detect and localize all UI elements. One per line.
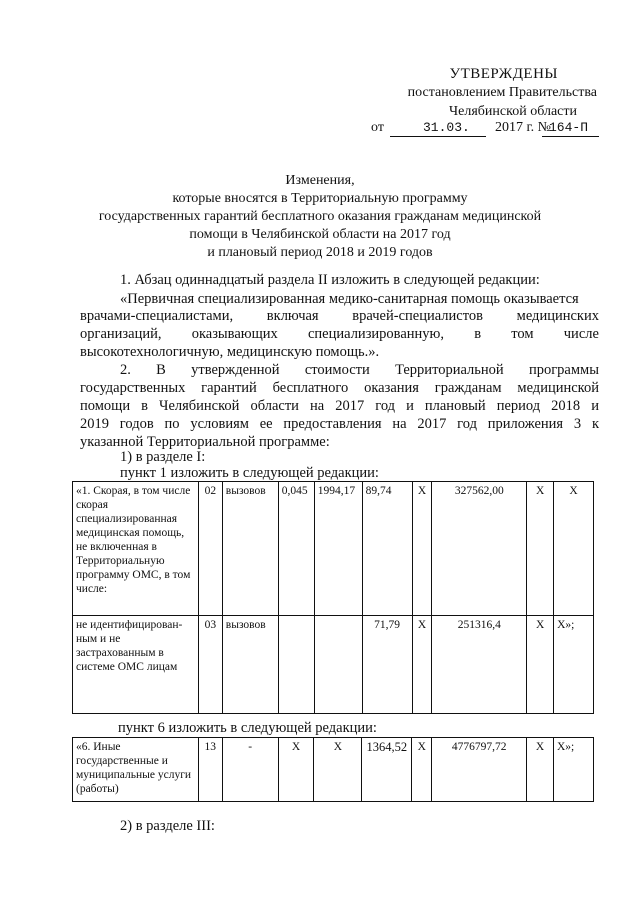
heading-line-2: которые вносятся в Территориальную программу <box>172 191 468 206</box>
date-underline <box>390 136 486 137</box>
word: в <box>141 398 148 414</box>
approval-line-3: Челябинской области <box>449 104 577 119</box>
heading-line-1: Изменения, <box>285 173 355 188</box>
x-cell: X <box>527 616 554 714</box>
x-cell: X <box>527 482 554 616</box>
approval-date-line <box>371 120 601 140</box>
word: 2019 <box>80 416 109 432</box>
word: специализированную, <box>307 326 444 342</box>
word: области <box>250 398 299 414</box>
word: предоставления <box>283 416 382 432</box>
word: условиям <box>190 416 249 432</box>
word: год <box>375 398 396 414</box>
quote-line-4: высокотехнологичную, медицинскую помощь.». <box>80 344 380 360</box>
item-6-heading: пункт 6 изложить в следующей редакции: <box>118 720 377 736</box>
heading-line-4: помощи в Челябинской области на 2017 год <box>189 227 451 242</box>
word: врачей-специалистов <box>352 308 483 324</box>
word: помощи <box>80 398 131 414</box>
word: медицинской <box>517 380 599 396</box>
word: годов <box>119 416 154 432</box>
word: на <box>309 398 325 414</box>
cost-cell <box>314 616 362 714</box>
section-3-heading: 2) в разделе III: <box>120 818 215 834</box>
word: включая <box>266 308 319 324</box>
word: приложения <box>487 416 564 432</box>
approval-year: 2017 г. № <box>495 120 552 135</box>
word: оказывающих <box>191 326 278 342</box>
word: Челябинской <box>159 398 240 414</box>
quote-line-1: «Первичная специализированная медико-санитарная помощь оказывается <box>120 291 579 307</box>
approval-title: УТВЕРЖДЕНЫ <box>449 66 558 82</box>
paragraph-2-line-1 <box>120 362 599 379</box>
word: и <box>591 398 599 414</box>
word: 2017 <box>417 416 447 432</box>
section-1-heading: 1) в разделе I: <box>120 449 206 465</box>
item-1-heading: пункт 1 изложить в следующей редакции: <box>120 465 379 481</box>
total-cell: 4776797,72 <box>432 738 527 802</box>
table-row <box>73 482 594 616</box>
word: государственных <box>80 380 186 396</box>
word: год <box>457 416 477 432</box>
table-item-1 <box>72 481 594 714</box>
quote-line-3 <box>80 326 599 343</box>
paragraph-2-line-5: указанной Территориальной программе: <box>80 434 330 450</box>
code-cell: 02 <box>198 482 222 616</box>
code-cell: 03 <box>198 616 222 714</box>
word: по <box>164 416 180 432</box>
word: стоимости <box>304 362 370 378</box>
word: В <box>156 362 166 378</box>
word: 2017 <box>335 398 365 414</box>
x-cell: X»; <box>554 738 594 802</box>
word: оказания <box>364 380 419 396</box>
x-cell: X»; <box>554 616 594 714</box>
table-item-6 <box>72 737 594 802</box>
x-cell: X <box>554 482 594 616</box>
paragraph-1: 1. Абзац одиннадцатый раздела II изложить в следующей редакции: <box>120 272 540 288</box>
word: том <box>511 326 534 342</box>
word: утвержденной <box>191 362 280 378</box>
x-cell: X <box>412 616 432 714</box>
paragraph-2-line-2 <box>80 380 599 397</box>
x-cell: X <box>412 738 432 802</box>
word: числе <box>563 326 599 342</box>
service-name-cell: «1. Скорая, в том числе скорая специализированная медицинская помощь, не включенная в Территориальную программу ОМС, в том числе: <box>73 482 199 616</box>
word: в <box>474 326 482 342</box>
code-cell: 13 <box>198 738 222 802</box>
service-name-cell: «6. Иные государственные и муниципальные услуги (работы) <box>73 738 199 802</box>
approval-date: 31.03. <box>423 120 470 135</box>
word: 3 <box>573 416 582 432</box>
norm-cell: X <box>278 738 314 802</box>
x-cell: X <box>412 482 432 616</box>
word: 2018 <box>551 398 581 414</box>
word: 2. <box>120 362 131 378</box>
unit-cell: вызовов <box>222 482 278 616</box>
word: врачами-специалистами, <box>80 308 234 324</box>
per-capita-cell: 1364,52 <box>362 738 412 802</box>
word: и <box>406 398 414 414</box>
word: гарантий <box>201 380 257 396</box>
norm-cell <box>278 616 314 714</box>
word: на <box>392 416 407 432</box>
per-capita-cell: 71,79 <box>362 616 412 714</box>
cost-cell: 1994,17 <box>314 482 362 616</box>
word: период <box>496 398 541 414</box>
approval-number: 164-П <box>549 120 589 135</box>
quote-line-2 <box>80 308 599 325</box>
heading-line-3: государственных гарантий бесплатного оказания гражданам медицинской <box>98 209 542 224</box>
x-cell: X <box>527 738 554 802</box>
word: Территориальной <box>395 362 504 378</box>
word: организаций, <box>80 326 162 342</box>
word: гражданам <box>434 380 502 396</box>
table-row <box>73 616 594 714</box>
approval-prefix: от <box>371 120 384 135</box>
word: ее <box>259 416 273 432</box>
service-name-cell: не идентифицирован-ным и не застрахованным в системе ОМС лицам <box>73 616 199 714</box>
total-cell: 327562,00 <box>432 482 527 616</box>
word: плановый <box>424 398 486 414</box>
approval-line-2: постановлением Правительства <box>407 85 597 100</box>
word: к <box>591 416 599 432</box>
norm-cell: 0,045 <box>278 482 314 616</box>
per-capita-cell: 89,74 <box>362 482 412 616</box>
table-row <box>73 738 594 802</box>
paragraph-2-line-3 <box>80 398 599 415</box>
word: программы <box>528 362 599 378</box>
total-cell: 251316,4 <box>432 616 527 714</box>
unit-cell: вызовов <box>222 616 278 714</box>
unit-cell: - <box>222 738 278 802</box>
number-underline <box>542 136 599 137</box>
word: бесплатного <box>272 380 349 396</box>
word: медицинских <box>516 308 599 324</box>
paragraph-2-line-4 <box>80 416 599 433</box>
cost-cell: X <box>314 738 362 802</box>
heading-line-5: и плановый период 2018 и 2019 годов <box>207 245 433 260</box>
